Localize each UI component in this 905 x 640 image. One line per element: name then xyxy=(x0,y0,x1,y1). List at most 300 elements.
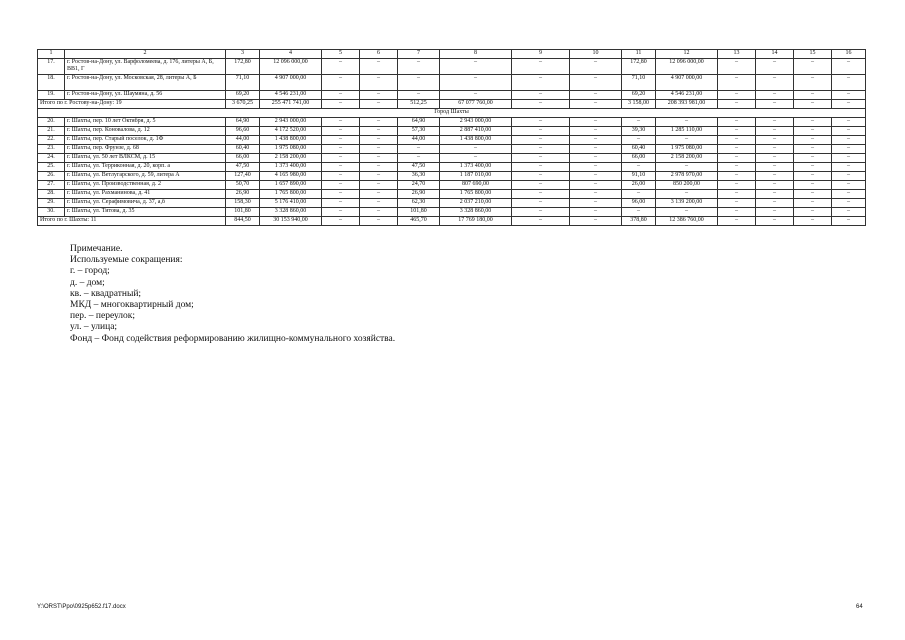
table-cell: – xyxy=(832,172,866,181)
table-row xyxy=(38,59,866,75)
table-cell: – xyxy=(398,75,440,91)
table-cell: 2 037 210,00 xyxy=(440,199,512,208)
table-cell: 16 xyxy=(832,50,866,59)
table-cell: – xyxy=(322,118,360,127)
table-cell: – xyxy=(322,59,360,75)
table-body xyxy=(38,50,866,226)
table-cell: 44,00 xyxy=(226,136,260,145)
table-cell: – xyxy=(832,208,866,217)
table-cell: г. Шахты, ул. Производственная, д. 2 xyxy=(65,181,226,190)
table-cell: г. Шахты, пер. 10 лет Октября, д. 5 xyxy=(65,118,226,127)
table-cell: – xyxy=(656,208,718,217)
table-cell: 47,50 xyxy=(226,163,260,172)
table-cell: – xyxy=(718,154,756,163)
table-cell: 5 xyxy=(322,50,360,59)
table-cell: г. Шахты, ул. Терриконная, д. 20, корп. а xyxy=(65,163,226,172)
table-cell: – xyxy=(756,163,794,172)
table-cell: 6 xyxy=(360,50,398,59)
table-cell: – xyxy=(570,190,622,199)
table-cell: – xyxy=(832,91,866,100)
table-cell: – xyxy=(360,208,398,217)
table-cell: – xyxy=(832,154,866,163)
table-row xyxy=(38,145,866,154)
table-cell: 2 xyxy=(65,50,226,59)
table-cell: 12 096 000,00 xyxy=(656,59,718,75)
table-cell: – xyxy=(360,154,398,163)
table-cell: – xyxy=(756,181,794,190)
table-cell: 1 xyxy=(38,50,65,59)
table-cell: – xyxy=(832,190,866,199)
table-cell: – xyxy=(512,199,570,208)
table-cell: – xyxy=(718,172,756,181)
table-row xyxy=(38,190,866,199)
table-cell: 1 438 800,00 xyxy=(440,136,512,145)
table-cell: – xyxy=(794,163,832,172)
table-cell: 1 373 400,00 xyxy=(260,163,322,172)
table-cell: – xyxy=(622,136,656,145)
table-cell: 465,70 xyxy=(398,217,440,226)
table-cell: – xyxy=(360,217,398,226)
table-cell: – xyxy=(756,127,794,136)
table-cell: – xyxy=(570,217,622,226)
table-cell: 30. xyxy=(38,208,65,217)
table-cell: – xyxy=(440,91,512,100)
table-cell: 66,00 xyxy=(226,154,260,163)
abbrev-heading: Используемые сокращения: xyxy=(70,255,183,266)
table-cell: – xyxy=(440,75,512,91)
table-cell: 8 xyxy=(440,50,512,59)
table-cell: – xyxy=(322,217,360,226)
table-cell: – xyxy=(794,100,832,109)
table-cell: г. Шахты, ул. Титова, д. 35 xyxy=(65,208,226,217)
table-cell: 255 471 741,00 xyxy=(260,100,322,109)
table-cell: – xyxy=(718,217,756,226)
table-cell: – xyxy=(656,118,718,127)
table-cell: – xyxy=(360,145,398,154)
table-cell: 44,00 xyxy=(398,136,440,145)
table-cell: – xyxy=(718,145,756,154)
table-cell: 14 xyxy=(756,50,794,59)
table-cell: 3 328 860,00 xyxy=(440,208,512,217)
table-cell: – xyxy=(570,163,622,172)
table-row xyxy=(38,181,866,190)
table-cell: 1 373 400,00 xyxy=(440,163,512,172)
table-cell: – xyxy=(656,190,718,199)
table-cell: 29. xyxy=(38,199,65,208)
table-cell: – xyxy=(718,127,756,136)
table-cell: – xyxy=(756,136,794,145)
table-header-row xyxy=(38,50,866,59)
table-cell: 2 158 200,00 xyxy=(656,154,718,163)
table-cell: 10 xyxy=(570,50,622,59)
table-cell: – xyxy=(360,163,398,172)
table-cell: 67 077 760,00 xyxy=(440,100,512,109)
table-cell: 50,70 xyxy=(226,181,260,190)
table-cell: – xyxy=(622,190,656,199)
table-cell: г. Ростов-на-Дону, ул. Московская, 28, литеры А, Б xyxy=(65,75,226,91)
table-cell: – xyxy=(718,181,756,190)
table-cell: 24. xyxy=(38,154,65,163)
table-cell: г. Шахты, ул. 50 лет ВЛКСМ, д. 15 xyxy=(65,154,226,163)
table-cell: – xyxy=(512,59,570,75)
table-cell: 26. xyxy=(38,172,65,181)
table-cell: – xyxy=(360,181,398,190)
table-cell: 208 393 981,00 xyxy=(656,100,718,109)
table-cell: – xyxy=(322,172,360,181)
table-cell: – xyxy=(794,190,832,199)
table-cell: – xyxy=(622,118,656,127)
table-cell: Итого по г. Ростову-на-Дону: 19 xyxy=(38,100,226,109)
table-cell: 512,25 xyxy=(398,100,440,109)
table-cell: – xyxy=(440,154,512,163)
table-cell: – xyxy=(832,136,866,145)
table-cell: – xyxy=(570,172,622,181)
table-cell: 850 200,00 xyxy=(656,181,718,190)
table-cell: – xyxy=(512,217,570,226)
table-cell: – xyxy=(756,91,794,100)
table-cell: – xyxy=(570,59,622,75)
table-cell: – xyxy=(322,163,360,172)
table-cell: – xyxy=(570,75,622,91)
table-cell: – xyxy=(512,75,570,91)
table-cell: – xyxy=(570,154,622,163)
table-cell: 844,50 xyxy=(226,217,260,226)
table-cell: – xyxy=(570,118,622,127)
table-cell: – xyxy=(794,154,832,163)
table-cell: – xyxy=(440,59,512,75)
table-cell: – xyxy=(718,100,756,109)
table-cell: 15 xyxy=(794,50,832,59)
table-cell: 71,10 xyxy=(622,75,656,91)
table-cell: 60,40 xyxy=(226,145,260,154)
table-cell: – xyxy=(512,172,570,181)
table-cell: 96,60 xyxy=(226,127,260,136)
table-cell: – xyxy=(360,199,398,208)
table-row xyxy=(38,127,866,136)
section-title: Город Шахты xyxy=(38,109,866,118)
table-cell: 2 943 000,00 xyxy=(260,118,322,127)
table-cell: г. Шахты, ул. Серафимовича, д. 37, а,б xyxy=(65,199,226,208)
table-cell: – xyxy=(832,163,866,172)
table-cell: 101,80 xyxy=(226,208,260,217)
table-cell: 11 xyxy=(622,50,656,59)
table-cell: – xyxy=(360,118,398,127)
total-row xyxy=(38,217,866,226)
table-cell: 3 158,00 xyxy=(622,100,656,109)
table-cell: – xyxy=(794,208,832,217)
table-cell: – xyxy=(718,75,756,91)
abbrev-item: пер. – переулок; xyxy=(70,311,136,322)
table-row xyxy=(38,199,866,208)
table-cell: 4 546 231,00 xyxy=(260,91,322,100)
table-cell: – xyxy=(718,190,756,199)
table-row xyxy=(38,172,866,181)
table-cell: – xyxy=(512,181,570,190)
table-cell: – xyxy=(570,100,622,109)
table-cell: 30 153 940,00 xyxy=(260,217,322,226)
table-cell: 1 438 800,00 xyxy=(260,136,322,145)
table-cell: – xyxy=(570,181,622,190)
table-cell: 28. xyxy=(38,190,65,199)
table-cell: – xyxy=(440,145,512,154)
table-cell: – xyxy=(622,163,656,172)
table-cell: 18. xyxy=(38,75,65,91)
table-cell: – xyxy=(832,118,866,127)
table-cell: – xyxy=(756,172,794,181)
table-cell: 4 xyxy=(260,50,322,59)
table-cell: 1 975 080,00 xyxy=(656,145,718,154)
table-cell: – xyxy=(322,154,360,163)
table-cell: 4 165 980,00 xyxy=(260,172,322,181)
table-cell: – xyxy=(756,100,794,109)
table-cell: – xyxy=(756,199,794,208)
table-cell: 69,20 xyxy=(226,91,260,100)
table-cell: – xyxy=(794,145,832,154)
table-cell: – xyxy=(360,136,398,145)
table-cell: – xyxy=(322,181,360,190)
table-cell: – xyxy=(512,127,570,136)
table-cell: 807 690,00 xyxy=(440,181,512,190)
table-cell: 4 907 000,00 xyxy=(260,75,322,91)
table-cell: 26,90 xyxy=(226,190,260,199)
table-cell: – xyxy=(512,118,570,127)
table-cell: 66,00 xyxy=(622,154,656,163)
table-cell: 1 187 010,00 xyxy=(440,172,512,181)
table-cell: – xyxy=(570,208,622,217)
abbrev-item: МКД – многоквартирный дом; xyxy=(70,300,194,311)
table-cell: 4 172 520,00 xyxy=(260,127,322,136)
footer-page-number: 64 xyxy=(856,604,863,610)
table-cell: – xyxy=(832,59,866,75)
table-cell: 27. xyxy=(38,181,65,190)
table-cell: – xyxy=(512,154,570,163)
table-cell: 2 943 000,00 xyxy=(440,118,512,127)
table-cell: – xyxy=(360,75,398,91)
table-cell: – xyxy=(360,91,398,100)
table-cell: – xyxy=(360,127,398,136)
table-cell: 57,30 xyxy=(398,127,440,136)
table-cell: 96,00 xyxy=(622,199,656,208)
table-cell: 101,80 xyxy=(398,208,440,217)
table-cell: – xyxy=(794,75,832,91)
table-cell: – xyxy=(398,59,440,75)
table-cell: 7 xyxy=(398,50,440,59)
table-cell: 1 975 080,00 xyxy=(260,145,322,154)
table-cell: – xyxy=(570,136,622,145)
table-cell: – xyxy=(322,100,360,109)
table-cell: – xyxy=(398,154,440,163)
table-cell: – xyxy=(512,100,570,109)
table-cell: – xyxy=(756,190,794,199)
table-cell: 17. xyxy=(38,59,65,75)
table-cell: 26,00 xyxy=(622,181,656,190)
table-row xyxy=(38,208,866,217)
table-cell: – xyxy=(622,208,656,217)
table-cell: 64,90 xyxy=(398,118,440,127)
table-cell: – xyxy=(756,75,794,91)
table-cell: – xyxy=(756,208,794,217)
table-cell: – xyxy=(512,91,570,100)
table-cell: – xyxy=(322,127,360,136)
table-cell: – xyxy=(322,145,360,154)
table-cell: – xyxy=(512,163,570,172)
table-cell: 23. xyxy=(38,145,65,154)
table-cell: – xyxy=(794,172,832,181)
table-cell: 1 657 890,00 xyxy=(260,181,322,190)
table-cell: – xyxy=(832,145,866,154)
table-cell: Итого по г. Шахты: 11 xyxy=(38,217,226,226)
table-row xyxy=(38,118,866,127)
table-cell: – xyxy=(322,208,360,217)
table-cell: 39,30 xyxy=(622,127,656,136)
notes-title: Примечание. xyxy=(70,244,123,254)
table-cell: – xyxy=(756,217,794,226)
table-cell: 172,80 xyxy=(622,59,656,75)
table-cell: – xyxy=(360,100,398,109)
table-cell: 20. xyxy=(38,118,65,127)
table-cell: – xyxy=(322,136,360,145)
table-cell: – xyxy=(794,127,832,136)
table-cell: 47,50 xyxy=(398,163,440,172)
table-cell: – xyxy=(570,91,622,100)
table-cell: 24,70 xyxy=(398,181,440,190)
table-cell: – xyxy=(512,190,570,199)
table-cell: 17 769 180,00 xyxy=(440,217,512,226)
table-cell: 13 xyxy=(718,50,756,59)
table-cell: – xyxy=(360,172,398,181)
table-cell: – xyxy=(322,190,360,199)
table-cell: г. Шахты, ул. Ветлугарского, д. 59, литера А xyxy=(65,172,226,181)
footer-file-path: Y:\ORST\Ppo\0925p652.f17.docx xyxy=(37,604,126,610)
table-cell: – xyxy=(718,59,756,75)
table-cell: – xyxy=(794,91,832,100)
table-cell: – xyxy=(398,145,440,154)
table-cell: 12 386 760,00 xyxy=(656,217,718,226)
table-cell: 71,10 xyxy=(226,75,260,91)
table-cell: 12 096 000,00 xyxy=(260,59,322,75)
notes-block xyxy=(70,244,395,345)
table-cell: – xyxy=(794,118,832,127)
table-cell: – xyxy=(322,75,360,91)
abbrev-item: кв. – квадратный; xyxy=(70,288,142,299)
table-cell: – xyxy=(718,136,756,145)
abbrev-item: ул. – улица; xyxy=(70,322,118,333)
table-row xyxy=(38,91,866,100)
table-cell: – xyxy=(360,59,398,75)
table-row xyxy=(38,75,866,91)
table-cell: – xyxy=(322,91,360,100)
table-cell: – xyxy=(832,75,866,91)
table-cell: – xyxy=(398,91,440,100)
table-cell: 19. xyxy=(38,91,65,100)
table-cell: 127,40 xyxy=(226,172,260,181)
table-cell: г. Ростов-на-Дону, ул. Шаумяна, д. 56 xyxy=(65,91,226,100)
table-cell: 5 176 410,00 xyxy=(260,199,322,208)
table-cell: 21. xyxy=(38,127,65,136)
table-cell: 60,40 xyxy=(622,145,656,154)
table-cell: 158,30 xyxy=(226,199,260,208)
table-cell: 2 158 200,00 xyxy=(260,154,322,163)
table-cell: – xyxy=(718,163,756,172)
abbrev-item: д. – дом; xyxy=(70,277,105,288)
table-cell: – xyxy=(756,154,794,163)
table-cell: 172,80 xyxy=(226,59,260,75)
housing-table xyxy=(37,49,866,226)
table-cell: – xyxy=(794,217,832,226)
table-cell: 9 xyxy=(512,50,570,59)
table-cell: 25. xyxy=(38,163,65,172)
table-cell: 2 978 970,00 xyxy=(656,172,718,181)
table-cell: 3 328 860,00 xyxy=(260,208,322,217)
table-cell: – xyxy=(794,181,832,190)
table-cell: г. Шахты, пер. Коновалова, д. 12 xyxy=(65,127,226,136)
table-cell: 3 xyxy=(226,50,260,59)
table-cell: – xyxy=(832,127,866,136)
table-cell: – xyxy=(570,199,622,208)
table-cell: – xyxy=(794,59,832,75)
table-cell: 91,10 xyxy=(622,172,656,181)
total-row xyxy=(38,100,866,109)
table-row xyxy=(38,163,866,172)
table-cell: – xyxy=(756,118,794,127)
table-cell: – xyxy=(656,136,718,145)
table-cell: 62,30 xyxy=(398,199,440,208)
table-cell: 3 139 200,00 xyxy=(656,199,718,208)
table-cell: 1 765 800,00 xyxy=(440,190,512,199)
table-cell: 378,80 xyxy=(622,217,656,226)
table-cell: 1 285 110,00 xyxy=(656,127,718,136)
abbrev-item: г. – город; xyxy=(70,266,110,277)
table-cell: – xyxy=(832,217,866,226)
table-cell: г. Шахты, ул. Рахманинова, д. 41 xyxy=(65,190,226,199)
table-cell: 36,30 xyxy=(398,172,440,181)
table-cell: – xyxy=(360,190,398,199)
table-cell: – xyxy=(718,91,756,100)
table-cell: – xyxy=(718,199,756,208)
table-cell: – xyxy=(718,208,756,217)
table-cell: – xyxy=(512,208,570,217)
table-cell: 64,90 xyxy=(226,118,260,127)
table-row xyxy=(38,136,866,145)
section-row xyxy=(38,109,866,118)
table-cell: 22. xyxy=(38,136,65,145)
table-cell: г. Ростов-на-Дону, ул. Варфоломеева, д. 176, литеры А, Б, ВВ1, Г xyxy=(65,59,226,75)
table-cell: – xyxy=(756,59,794,75)
table-cell: г. Шахты, пер. Фрунзе, д. 68 xyxy=(65,145,226,154)
table-cell: 26,90 xyxy=(398,190,440,199)
table-cell: – xyxy=(570,145,622,154)
table-cell: – xyxy=(570,127,622,136)
table-cell: – xyxy=(718,118,756,127)
table-row xyxy=(38,154,866,163)
table-cell: 1 765 800,00 xyxy=(260,190,322,199)
table-cell: – xyxy=(832,100,866,109)
table-cell: 3 670,25 xyxy=(226,100,260,109)
table-cell: 4 907 000,00 xyxy=(656,75,718,91)
abbrev-item: Фонд – Фонд содействия реформированию жилищно-коммунального хозяйства. xyxy=(70,333,396,344)
table-cell: – xyxy=(656,163,718,172)
table-cell: – xyxy=(832,199,866,208)
table-cell: – xyxy=(756,145,794,154)
table-cell: – xyxy=(512,136,570,145)
table-cell: – xyxy=(322,199,360,208)
table-cell: 4 546 231,00 xyxy=(656,91,718,100)
table-cell: 69,20 xyxy=(622,91,656,100)
table-cell: – xyxy=(512,145,570,154)
table-cell: 12 xyxy=(656,50,718,59)
table-cell: – xyxy=(794,199,832,208)
table-cell: – xyxy=(794,136,832,145)
